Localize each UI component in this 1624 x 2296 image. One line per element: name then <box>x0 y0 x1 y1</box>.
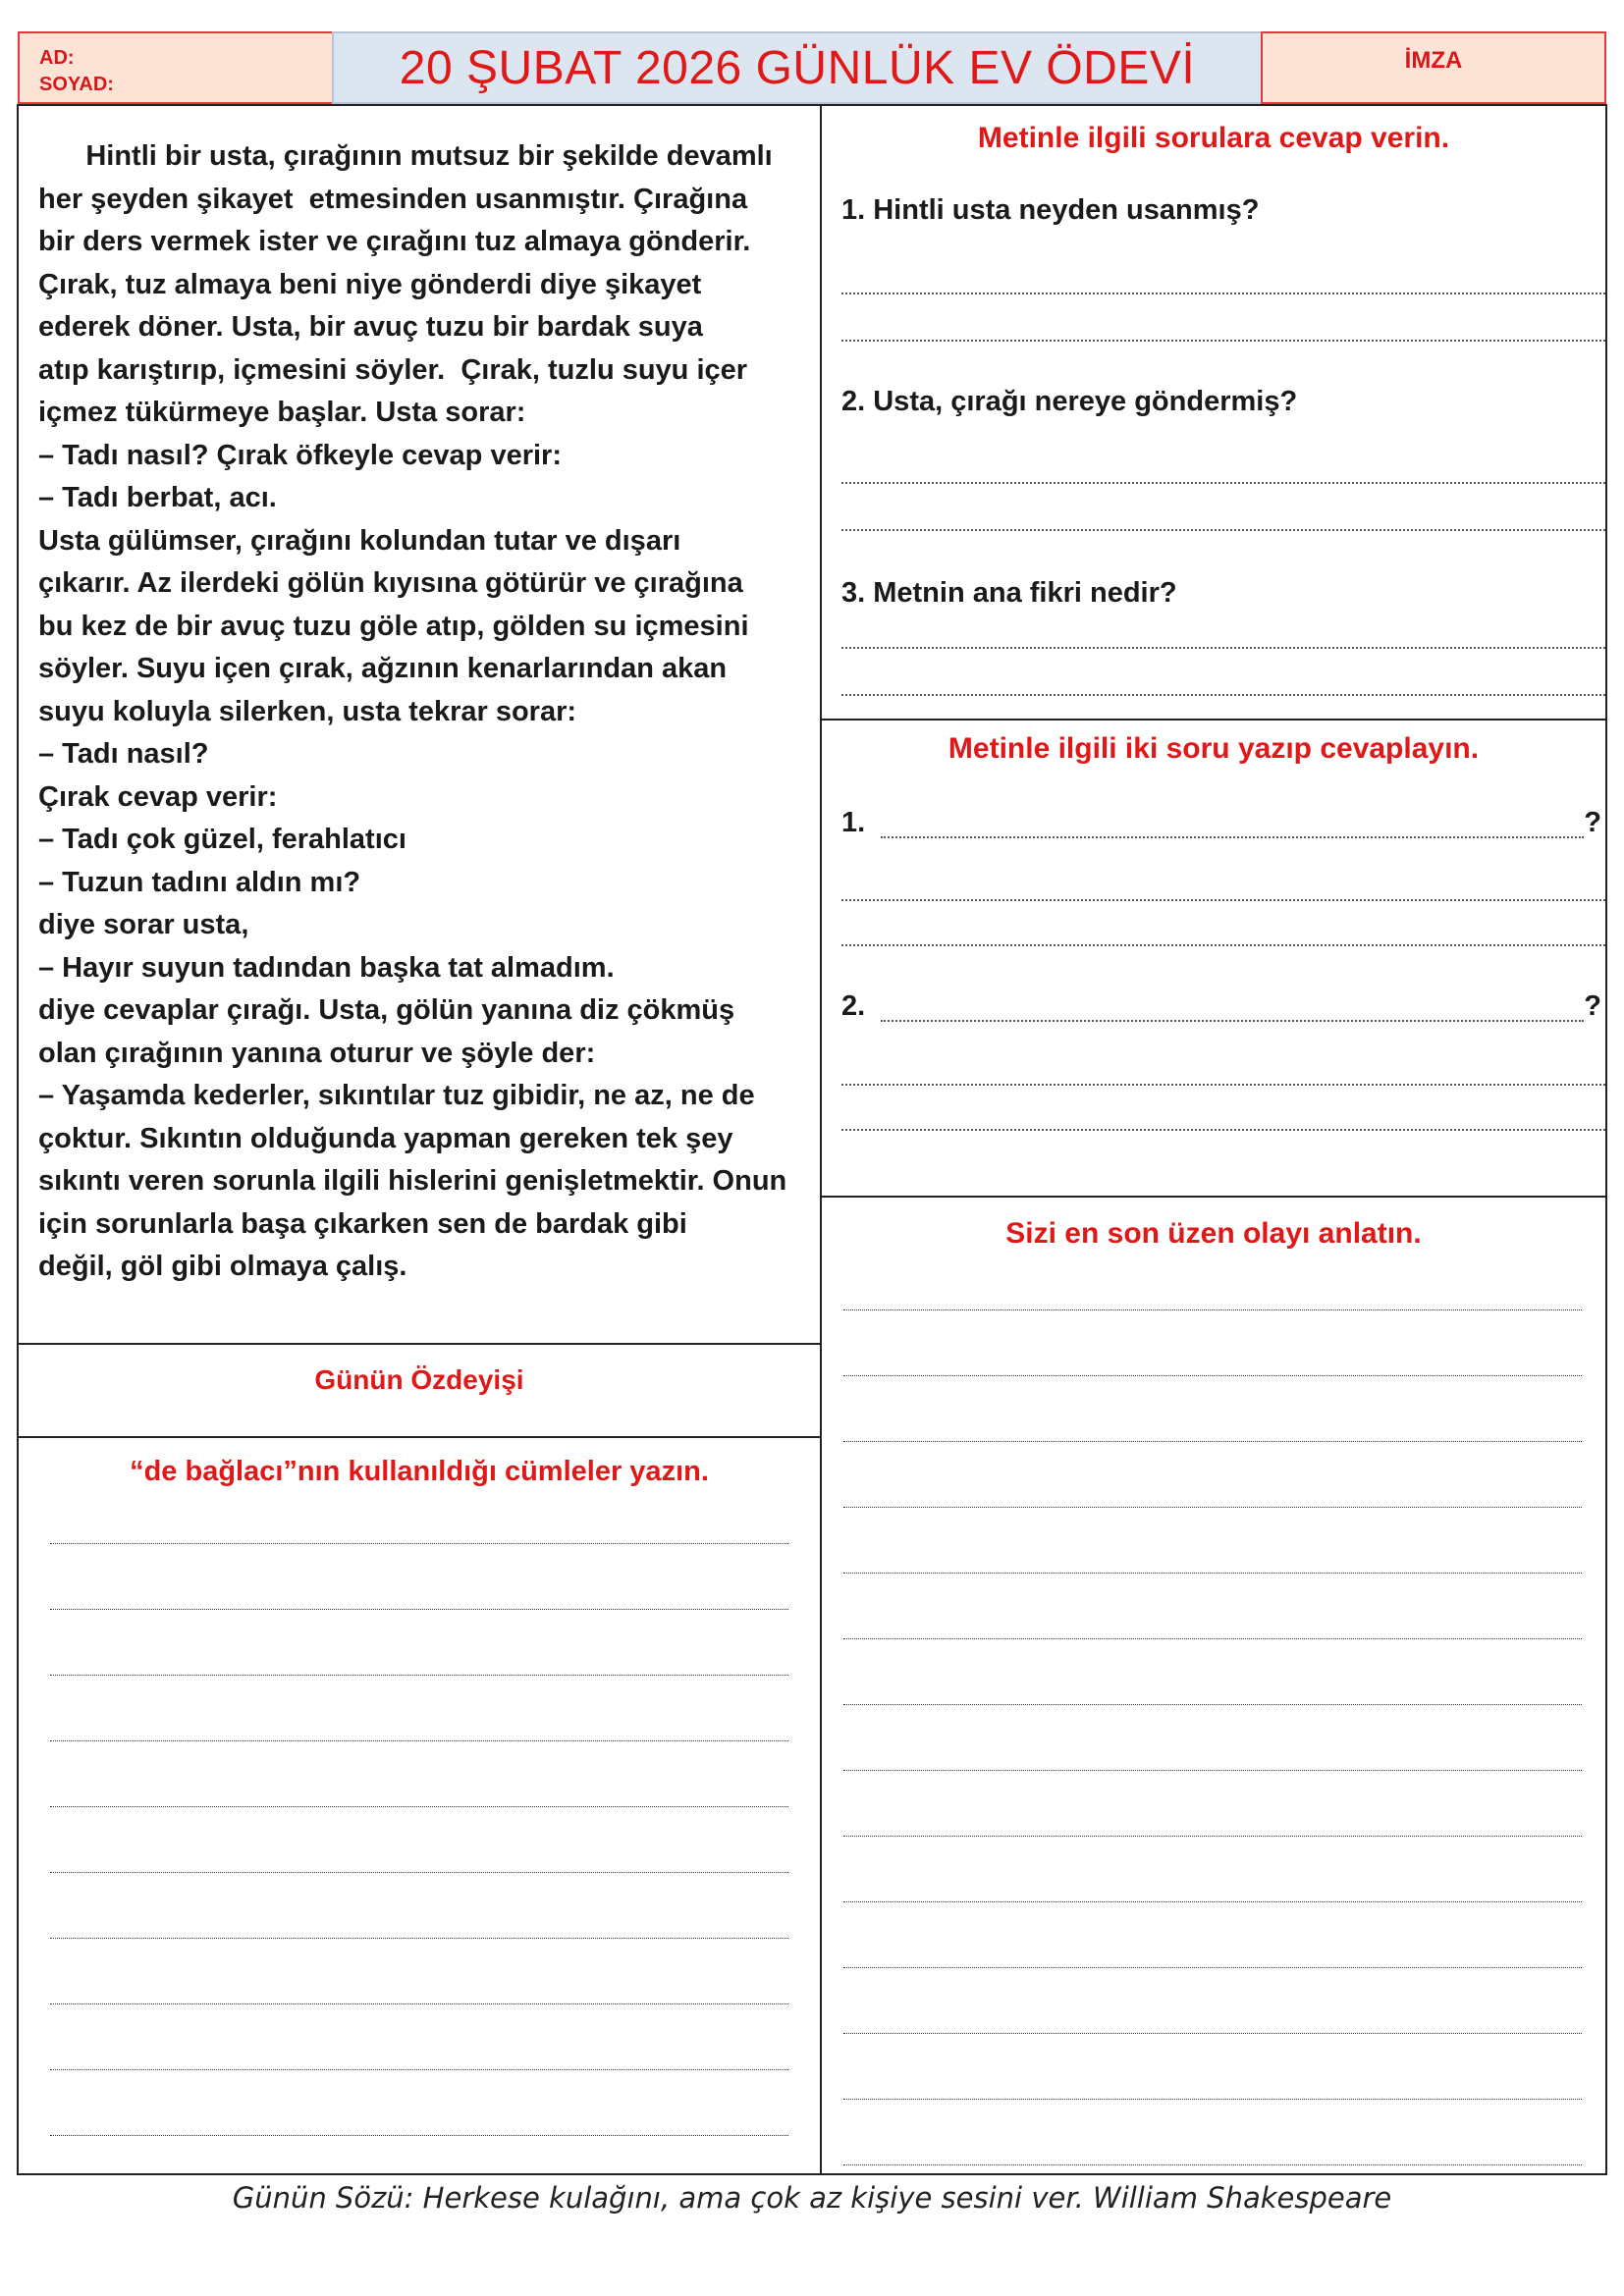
writing-line[interactable] <box>843 1967 1582 1968</box>
signature-label: İMZA <box>1404 47 1463 74</box>
conjunction-section <box>19 1438 820 2175</box>
own-questions-section <box>822 721 1605 1196</box>
story-line: Çırak, tuz almaya beni niye gönderdi diye şikayet <box>38 268 702 300</box>
story-line: değil, göl gibi olmaya çalış. <box>38 1251 407 1282</box>
answer-line[interactable] <box>841 694 1605 696</box>
questions-section <box>822 106 1605 719</box>
writing-line[interactable] <box>843 1836 1582 1837</box>
story-line: için sorunlarla başa çıkarken sen de bardak gibi <box>38 1207 687 1240</box>
footer-quote: Günün Sözü: Herkese kulağını, ama çok az kişiye sesini ver. William Shakespeare <box>232 2181 1392 2215</box>
name-surname-box <box>18 31 334 104</box>
own-question-1-mark: ? <box>1584 807 1601 838</box>
story-line: içmez tükürmeye başlar. Usta sorar: <box>38 397 526 428</box>
story-line: – Tadı nasıl? Çırak öfkeyle cevap verir: <box>38 439 562 471</box>
writing-line[interactable] <box>50 1740 788 1741</box>
writing-line[interactable] <box>50 1938 788 1939</box>
answer-line[interactable] <box>841 529 1605 531</box>
own-question-2-mark: ? <box>1584 990 1601 1022</box>
signature-box <box>1261 31 1606 104</box>
answer-line[interactable] <box>841 482 1605 484</box>
story-line: – Tadı berbat, acı. <box>38 482 277 513</box>
writing-line[interactable] <box>50 1609 788 1610</box>
story-line: suyu koluyla silerken, usta tekrar sorar: <box>38 695 577 727</box>
writing-line[interactable] <box>843 2033 1582 2034</box>
story-line: Usta gülümser, çırağını kolundan tutar ve dışarı <box>38 524 681 557</box>
writing-line[interactable] <box>843 1309 1582 1310</box>
right-column <box>820 104 1607 2175</box>
writing-line[interactable] <box>843 1375 1582 1376</box>
surname-label: SOYAD: <box>39 74 114 95</box>
writing-line[interactable] <box>50 1543 788 1544</box>
story-prompt-section <box>822 1198 1605 2175</box>
writing-line[interactable] <box>843 1704 1582 1705</box>
name-label: AD: <box>39 47 75 69</box>
answer-line[interactable] <box>841 944 1605 946</box>
own-question-1-number: 1. <box>841 807 866 838</box>
question-line[interactable] <box>881 836 1584 838</box>
questions-title: Metinle ilgili sorulara cevap verin. <box>977 122 1450 154</box>
question-2: 2. Usta, çırağı nereye göndermiş? <box>841 386 1298 417</box>
writing-line[interactable] <box>50 2135 788 2136</box>
conjunction-title: “de bağlacı”nın kullanıldığı cümleler yazın. <box>130 1456 709 1487</box>
answer-line[interactable] <box>841 293 1605 294</box>
answer-line[interactable] <box>841 899 1605 901</box>
title-box <box>332 31 1263 104</box>
story-line: – Hayır suyun tadından başka tat almadım. <box>38 951 615 984</box>
story-line: – Tuzun tadını aldın mı? <box>38 866 361 898</box>
writing-line[interactable] <box>843 1573 1582 1574</box>
writing-line[interactable] <box>843 2164 1582 2165</box>
story-prompt-title: Sizi en son üzen olayı anlatın. <box>1005 1217 1422 1250</box>
writing-line[interactable] <box>50 2069 788 2070</box>
writing-line[interactable] <box>50 2003 788 2004</box>
motto-title: Günün Özdeyişi <box>314 1364 524 1395</box>
writing-line[interactable] <box>50 1872 788 1873</box>
question-line[interactable] <box>881 1020 1584 1022</box>
question-1: 1. Hintli usta neyden usanmış? <box>841 194 1260 226</box>
writing-line[interactable] <box>50 1806 788 1807</box>
story-line: ederek döner. Usta, bir avuç tuzu bir bardak suya <box>38 311 703 343</box>
story-line: diye cevaplar çırağı. Usta, gölün yanına diz çökmüş <box>38 994 735 1026</box>
story-line: atıp karıştırıp, içmesini söyler. Çırak, tuzlu suyu içer <box>38 353 748 386</box>
writing-line[interactable] <box>843 1507 1582 1508</box>
story-text <box>19 106 820 1343</box>
story-line: çıkarır. Az ilerdeki gölün kıyısına götürür ve çırağına <box>38 567 743 599</box>
story-line: diye sorar usta, <box>38 909 249 940</box>
writing-line[interactable] <box>843 1638 1582 1639</box>
answer-line[interactable] <box>841 1129 1605 1131</box>
left-column <box>17 104 822 2175</box>
story-line: bir ders vermek ister ve çırağını tuz almaya gönderir. <box>38 226 751 257</box>
question-3: 3. Metnin ana fikri nedir? <box>841 577 1177 609</box>
writing-line[interactable] <box>843 2099 1582 2100</box>
story-line: Çırak cevap verir: <box>38 780 278 813</box>
answer-line[interactable] <box>841 340 1605 342</box>
story-line: çoktur. Sıkıntın olduğunda yapman gereken tek şey <box>38 1122 733 1154</box>
story-line: sıkıntı veren sorunla ilgili hislerini genişletmektir. Onun <box>38 1165 787 1197</box>
answer-line[interactable] <box>841 1084 1605 1086</box>
writing-line[interactable] <box>843 1441 1582 1442</box>
own-questions-title: Metinle ilgili iki soru yazıp cevaplayın. <box>947 732 1480 765</box>
motto-section <box>19 1345 820 1436</box>
own-question-2-number: 2. <box>841 990 866 1022</box>
answer-line[interactable] <box>841 647 1605 649</box>
story-line: bu kez de bir avuç tuzu göle atıp, gölden su içmesini <box>38 610 749 642</box>
page-title: 20 ŞUBAT 2026 GÜNLÜK EV ÖDEVİ <box>399 41 1196 94</box>
story-line: olan çırağının yanına oturur ve şöyle der: <box>38 1037 596 1069</box>
story-line: her şeyden şikayet etmesinden usanmıştır. Çırağına <box>38 183 748 215</box>
story-line: – Tadı nasıl? <box>38 738 209 770</box>
story-line: söyler. Suyu içen çırak, ağzının kenarlarından akan <box>38 653 728 684</box>
story-line: – Tadı çok güzel, ferahlatıcı <box>38 824 406 855</box>
writing-line[interactable] <box>843 1770 1582 1771</box>
story-line: Hintli bir usta, çırağının mutsuz bir şekilde devamlı <box>38 140 773 172</box>
writing-line[interactable] <box>843 1901 1582 1902</box>
story-line: – Yaşamda kederler, sıkıntılar tuz gibidir, ne az, ne de <box>38 1080 755 1111</box>
writing-line[interactable] <box>50 1675 788 1676</box>
